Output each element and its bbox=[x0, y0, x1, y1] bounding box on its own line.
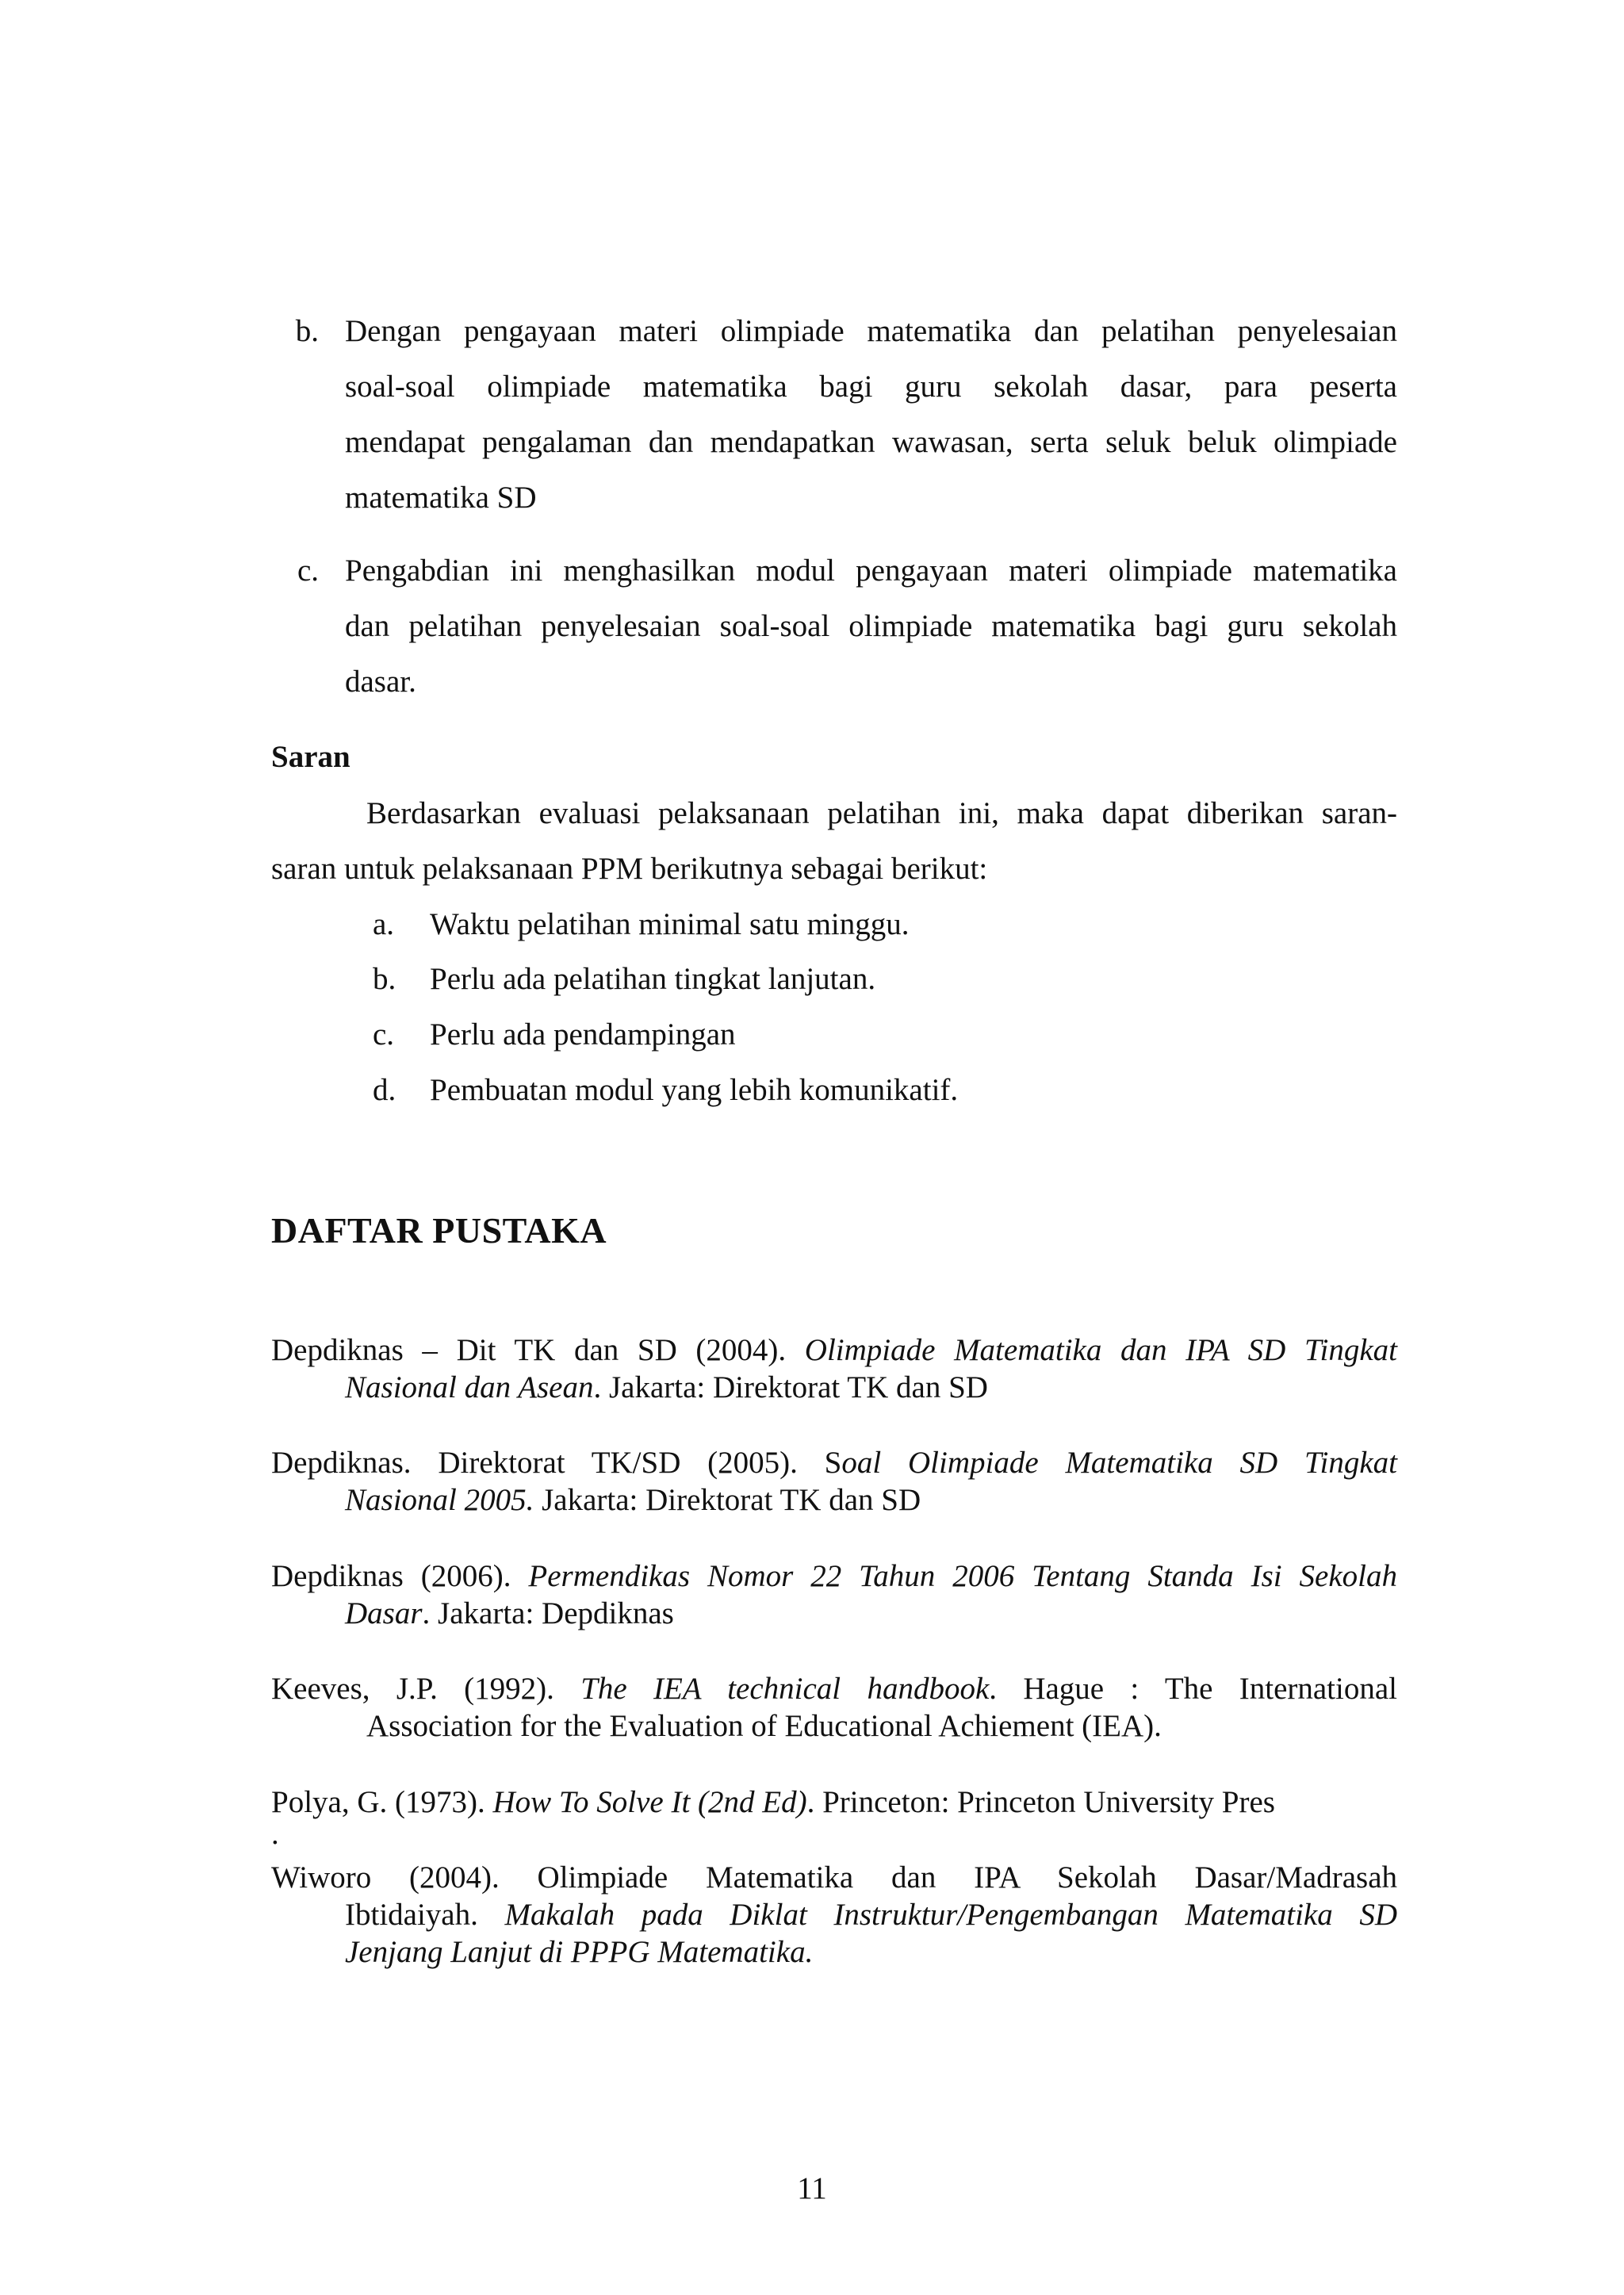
reference-line bbox=[345, 1897, 1397, 1933]
list-marker: c. bbox=[297, 554, 319, 588]
list-item: Waktu pelatihan minimal satu minggu. bbox=[430, 907, 910, 941]
ref-title: Nasional dan Asean bbox=[345, 1370, 594, 1404]
reference-line bbox=[345, 1596, 674, 1631]
reference-line bbox=[271, 1784, 1275, 1820]
saran-paragraph-line: saran untuk pelaksanaan PPM berikutnya sebagai berikut: bbox=[271, 852, 988, 886]
section-heading-saran: Saran bbox=[271, 740, 350, 774]
list-marker: b. bbox=[373, 962, 396, 996]
list-marker: d. bbox=[373, 1073, 396, 1107]
list-item: Pembuatan modul yang lebih komunikatif. bbox=[430, 1073, 959, 1107]
list-item-line: dasar. bbox=[345, 665, 416, 699]
ref-text: Wiworo (2004). Olimpiade Matematika dan IPA Sekolah Dasar/Madrasah bbox=[271, 1860, 1397, 1895]
reference-line bbox=[366, 1708, 1162, 1744]
reference-line bbox=[271, 1558, 1397, 1594]
ref-text: Depdiknas. Direktorat TK/SD (2005). S bbox=[271, 1446, 842, 1480]
list-item-line: matematika SD bbox=[345, 481, 537, 515]
ref-text: Ibtidaiyah. bbox=[345, 1898, 505, 1932]
saran-paragraph-line: Berdasarkan evaluasi pelaksanaan pelatihan ini, maka dapat diberikan saran- bbox=[366, 796, 1397, 830]
reference-line bbox=[345, 1934, 813, 1970]
reference-line bbox=[271, 1671, 1397, 1707]
ref-title: How To Solve It (2nd Ed) bbox=[492, 1785, 807, 1819]
ref-text: Polya, G. (1973). bbox=[271, 1785, 493, 1819]
list-marker: b. bbox=[295, 314, 319, 348]
ref-title: Permendikas Nomor 22 Tahun 2006 Tentang Standa Isi Sekolah bbox=[528, 1559, 1397, 1593]
list-item-line: Pengabdian ini menghasilkan modul pengayaan materi olimpiade matematika bbox=[345, 554, 1397, 588]
section-heading-daftar-pustaka: DAFTAR PUSTAKA bbox=[271, 1210, 607, 1251]
ref-text: Jakarta: Direktorat TK dan SD bbox=[534, 1483, 921, 1517]
ref-title: Nasional 2005. bbox=[345, 1483, 534, 1517]
list-item-line: mendapat pengalaman dan mendapatkan wawasan, serta seluk beluk olimpiade bbox=[345, 425, 1397, 459]
ref-text: . Jakarta: Depdiknas bbox=[422, 1596, 674, 1630]
list-marker: c. bbox=[373, 1017, 395, 1052]
list-marker: a. bbox=[373, 907, 395, 941]
reference-line bbox=[345, 1370, 988, 1405]
page-number: 11 bbox=[797, 2171, 827, 2205]
ref-text: . Hague : The International bbox=[989, 1672, 1397, 1706]
ref-title: oal Olimpiade Matematika SD Tingkat bbox=[841, 1446, 1397, 1480]
list-item-line: soal-soal olimpiade matematika bagi guru sekolah dasar, para peserta bbox=[345, 370, 1397, 404]
ref-text: Depdiknas – Dit TK dan SD (2004). bbox=[271, 1333, 805, 1367]
ref-text: Association for the Evaluation of Educational Achiement (IEA). bbox=[366, 1709, 1162, 1743]
ref-title: The IEA technical handbook bbox=[580, 1672, 990, 1706]
reference-line bbox=[271, 1860, 1397, 1895]
ref-title: Dasar bbox=[345, 1596, 423, 1630]
reference-line bbox=[271, 1445, 1397, 1481]
reference-line bbox=[271, 1332, 1397, 1368]
list-item: Perlu ada pendampingan bbox=[430, 1017, 736, 1052]
list-item: Perlu ada pelatihan tingkat lanjutan. bbox=[430, 962, 876, 996]
ref-text: . Jakarta: Direktorat TK dan SD bbox=[593, 1370, 988, 1404]
reference-line bbox=[271, 1816, 279, 1852]
ref-title: Makalah pada Diklat Instruktur/Pengembangan Matematika SD bbox=[504, 1898, 1397, 1932]
ref-text: Keeves, J.P. (1992). bbox=[271, 1672, 581, 1706]
ref-text: Depdiknas (2006). bbox=[271, 1559, 529, 1593]
ref-text: . Princeton: Princeton University Pres bbox=[806, 1785, 1275, 1819]
reference-line bbox=[345, 1482, 921, 1518]
ref-text: . bbox=[271, 1817, 279, 1851]
ref-title: Olimpiade Matematika dan IPA SD Tingkat bbox=[804, 1333, 1397, 1367]
ref-title: Jenjang Lanjut di PPPG Matematika. bbox=[345, 1935, 814, 1969]
list-item-line: Dengan pengayaan materi olimpiade matematika dan pelatihan penyelesaian bbox=[345, 314, 1397, 348]
list-item-line: dan pelatihan penyelesaian soal-soal olimpiade matematika bagi guru sekolah bbox=[345, 609, 1397, 643]
